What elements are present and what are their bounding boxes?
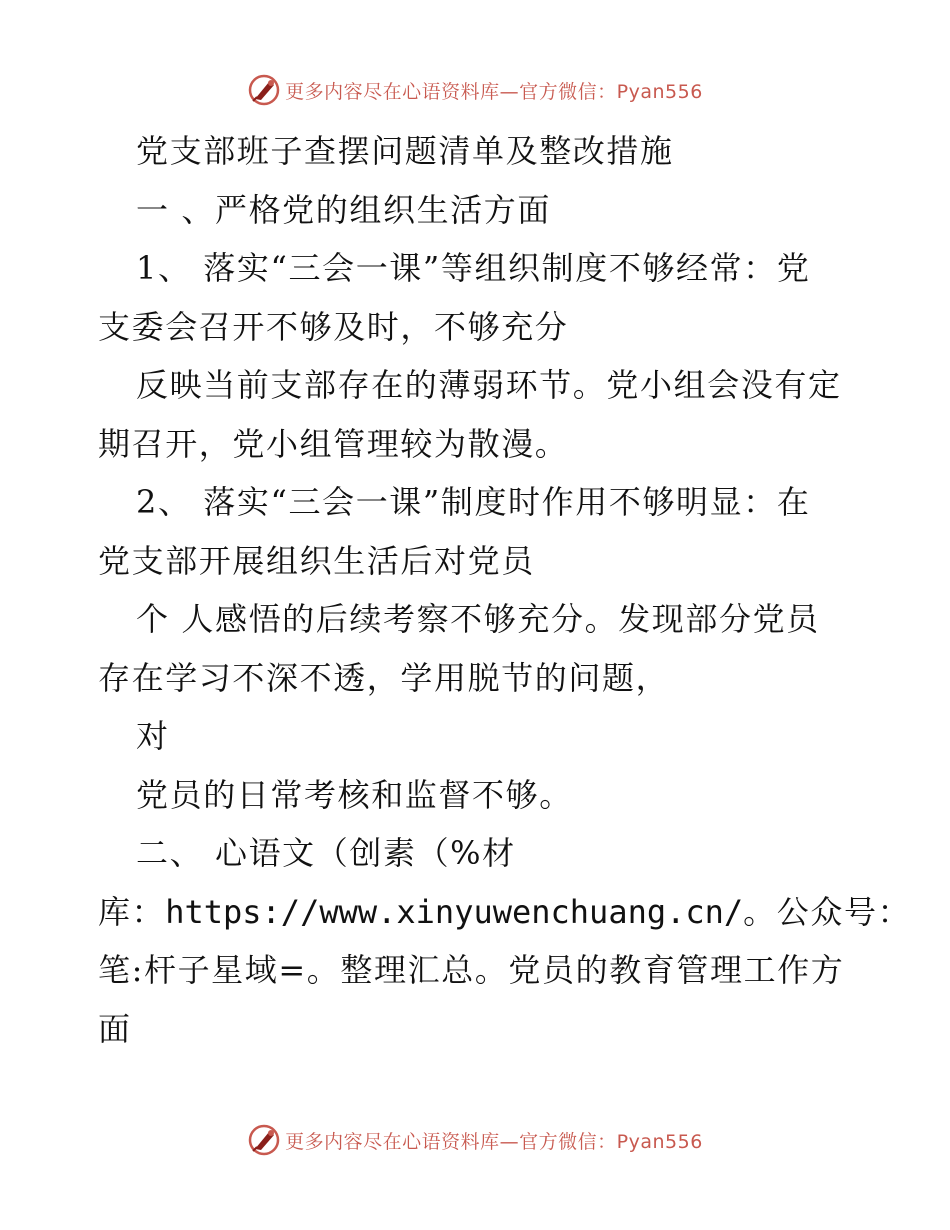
url-prefix: 库： [98,892,166,931]
header-watermark [0,70,950,110]
paragraph-line: 个 人感悟的后续考察不够充分。发现部分党员 [136,600,820,638]
paragraph-line: 笔:杆子星域=。整理汇总。党员的教育管理工作方 [98,951,845,989]
website-url: https://www.xinyuwenchuang.cn/ [165,892,744,931]
paragraph-line: 期召开，党小组管理较为散漫。 [98,424,569,463]
quill-pen-logo-icon [247,1123,281,1157]
paragraph-line: 1、 落实“三会一课”等组织制度不够经常：党 [136,249,811,287]
paragraph-line: 党员的日常考核和监督不够。 [136,775,573,814]
paragraph-line: 党支部开展组织生活后对党员 [98,541,535,580]
paragraph-line: 存在学习不深不透，学用脱节的问题， [98,658,670,697]
document-title: 党支部班子查摆问题清单及整改措施 [136,132,674,170]
url-suffix: 。公众号： [743,892,912,931]
quill-pen-logo-icon [247,73,281,107]
watermark-text: 更多内容尽在心语资料库—官方微信：Pyan556 [285,1130,703,1153]
paragraph-line: 反映当前支部存在的薄弱环节。党小组会没有定 [136,366,842,404]
document-body [98,122,912,1058]
paragraph-line: 支委会召开不够及时，不够充分 [98,307,569,346]
section-heading-2: 二、 心语文（创素（%材 [136,834,516,872]
footer-watermark [0,1120,950,1160]
watermark-text: 更多内容尽在心语资料库—官方微信：Pyan556 [285,80,703,103]
paragraph-line: 2、 落实“三会一课”制度时作用不够明显：在 [136,483,811,521]
section-heading-1: 一 、严格党的组织生活方面 [136,190,551,229]
paragraph-line: 面 [98,1009,132,1048]
paragraph-line: 对 [136,717,170,755]
paragraph-line-url [98,883,912,942]
